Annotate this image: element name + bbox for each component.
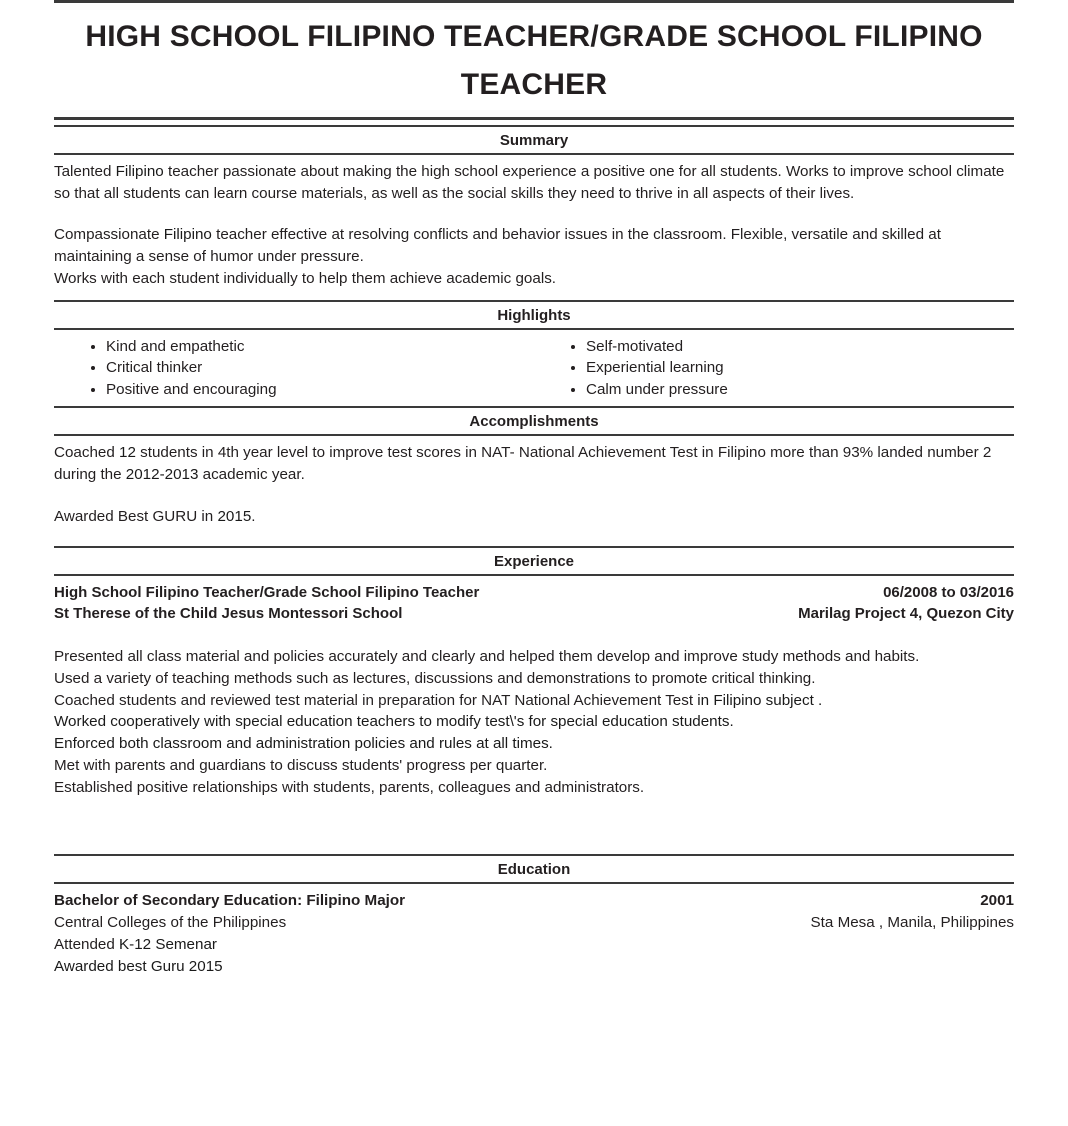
accomplishments-p1-text-b: students in 4th year level to improve test scores in NAT- National Achievement Test in Filipino more than 93% landed number 2 during the	[54, 444, 992, 484]
experience-job-title: High School Filipino Teacher/Grade School Filipino Teacher	[54, 583, 480, 601]
education-degree-name: Bachelor of Secondary Education	[54, 892, 298, 910]
experience-bullet: Presented all class material and policies accurately and clearly and helped them develop and improve study methods and habits.	[54, 648, 920, 666]
education-attended-label: Attended	[54, 936, 120, 954]
experience-bullet: Used a variety of teaching methods such as lectures, discussions and demonstrations to promote critical thinking.	[54, 669, 816, 687]
summary-paragraph-1	[54, 161, 1014, 204]
section-heading-experience: Experience	[493, 552, 575, 570]
accomplishments-spacer	[54, 486, 1014, 506]
list-item: • Calm under pressure	[586, 379, 1014, 401]
accomplishments-p1-text-a: Coached	[54, 444, 120, 462]
experience-entry	[54, 576, 1014, 799]
accomplishments-award-year: 2015	[217, 507, 252, 525]
education-attended-row	[54, 934, 1014, 956]
list-item: • Critical thinker	[106, 357, 534, 379]
list-item: • Self-motivated	[586, 336, 1014, 358]
experience-bullet3-text-a: Coached students and reviewed test material in preparation for NAT National Achievement Test	[54, 691, 698, 709]
education-award: Awarded best Guru 2015	[54, 958, 223, 976]
page-title: HIGH SCHOOL FILIPINO TEACHER/GRADE SCHOOL FILIPINO TEACHER	[85, 20, 983, 101]
accomplishments-paragraph-1	[54, 442, 1014, 485]
experience-company-row	[54, 603, 1014, 624]
experience-dates: 06/2008 to 03/2016	[883, 583, 1014, 601]
experience-bullet: Worked cooperatively with special education teachers to modify test\'s for special education students.	[54, 713, 734, 731]
section-heading-education: Education	[497, 861, 571, 879]
education-school: Central Colleges of the Philippines	[54, 914, 287, 932]
accomplishments-count: 12	[119, 444, 136, 462]
accomplishments-p1-text-c: academic year.	[198, 466, 305, 484]
education-degree-major: : Filipino Major	[297, 892, 406, 910]
summary-p2-keyword: Filipino	[163, 226, 212, 244]
summary-paragraph-3: Works with each student individually to help them achieve academic goals.	[54, 269, 557, 287]
summary-p2-text-b: teacher effective at resolving conflicts and behavior issues in the classroom. Flexible, versatile and skilled at maintaining a sense of humor under pressure.	[54, 226, 941, 266]
list-item: • Positive and encouraging	[106, 379, 534, 401]
education-award-row	[54, 956, 1014, 978]
accomplishments-p2-text-a: Awarded Best GURU in	[54, 507, 218, 525]
experience-bullet: Met with parents and guardians to discuss students' progress per quarter.	[54, 756, 548, 774]
experience-bullet3-keyword: in Filipino subject .	[697, 691, 823, 709]
experience-bullet	[54, 690, 1014, 712]
list-item: • Kind and empathetic	[106, 336, 534, 358]
section-heading-accomplishments: Accomplishments	[469, 413, 599, 431]
section-heading-highlights: Highlights	[497, 306, 571, 324]
summary-spacer	[54, 204, 1014, 224]
experience-bullet: Enforced both classroom and administration policies and rules at all times.	[54, 735, 553, 753]
accomplishments-paragraph-2	[54, 506, 1014, 528]
list-item: • Experiential learning	[586, 357, 1014, 379]
summary-p1-text-b: teacher passionate about making the high school experience a positive one for all students. Works to improve school climate so that all students can learn course materials, as well as the social skills they need to thrive in all aspects of their lives.	[54, 163, 1005, 202]
education-school-row	[54, 912, 1014, 934]
experience-details	[54, 624, 1014, 798]
section-heading-summary: Summary	[499, 132, 569, 149]
education-school-location: Sta Mesa , Manila, Philippines	[810, 914, 1014, 932]
summary-paragraph-2	[54, 224, 1014, 267]
education-degree-row	[54, 884, 1014, 912]
highlights-right-column	[534, 336, 1014, 401]
education-attended	[54, 934, 217, 956]
experience-title-row	[54, 576, 1014, 603]
highlights-content	[54, 330, 1014, 407]
accomplishments-content	[54, 436, 1014, 529]
education-year: 2001	[980, 892, 1014, 910]
experience-location: Marilag Project 4, Quezon City	[798, 604, 1014, 622]
summary-p1-text-a: Talented	[54, 163, 116, 180]
accomplishments-p2-text-b: .	[251, 507, 256, 525]
experience-bullet: Established positive relationships with students, parents, colleagues and administrators.	[54, 778, 645, 796]
education-attended-value: K-12 Semenar	[119, 936, 217, 954]
experience-company: St Therese of the Child Jesus Montessori School	[54, 604, 403, 622]
summary-p1-keyword: Filipino	[115, 163, 164, 180]
education-entry	[54, 884, 1014, 978]
summary-content	[54, 155, 1014, 290]
education-degree	[54, 890, 405, 912]
highlights-left-column	[54, 336, 534, 401]
experience-education-gap	[54, 798, 1014, 854]
accomplishments-academic-year: 2012-2013	[125, 466, 199, 484]
summary-p2-text-a: Compassionate	[54, 226, 164, 244]
